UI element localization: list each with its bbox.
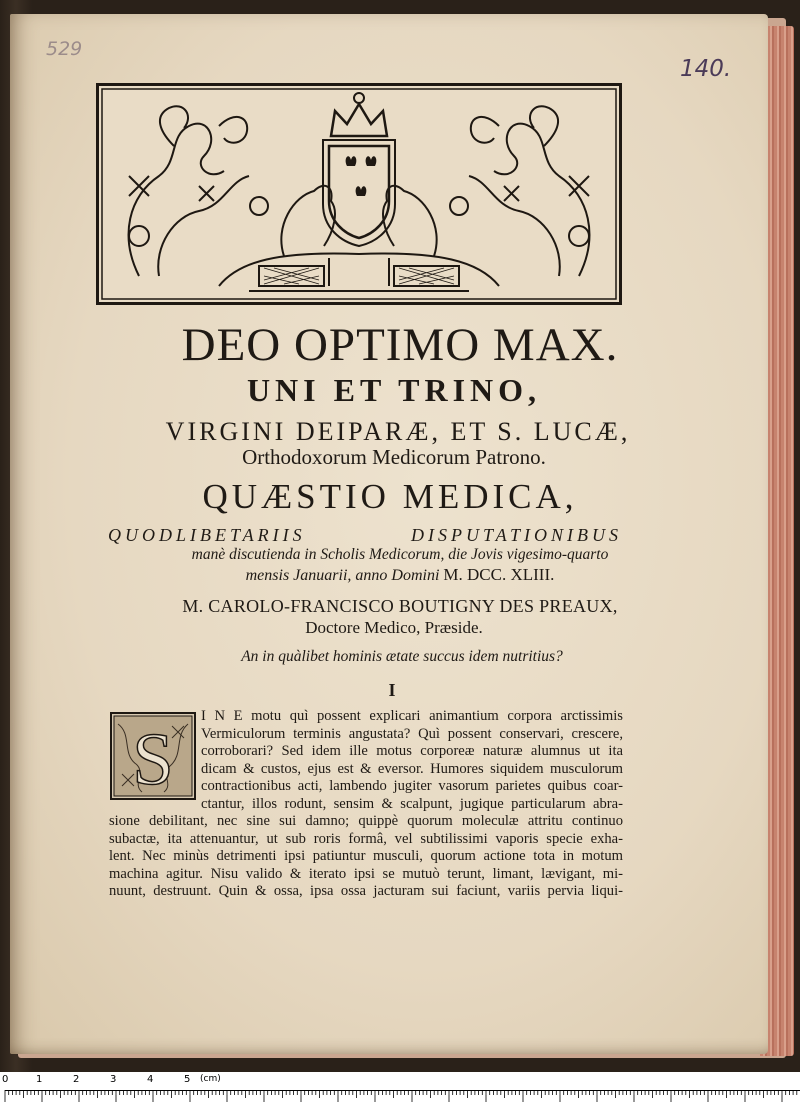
ruler-label: 4: [147, 1074, 154, 1085]
ruler-label: 5: [184, 1074, 191, 1085]
ruler-label: 1: [36, 1074, 43, 1085]
date-year: M. DCC. XLIII.: [443, 565, 555, 584]
folio-note-right: 140.: [680, 56, 732, 82]
ruler-unit: (cm): [200, 1074, 221, 1084]
dedication-line-4: Orthodoxorum Medicorum Patrono.: [242, 445, 546, 469]
body-paragraph-full: [109, 813, 623, 901]
dedication-line-2: UNI ET TRINO,: [246, 372, 542, 408]
praeses-title: Doctore Medico, Præside.: [305, 618, 483, 637]
drop-cap-letter: S: [132, 719, 174, 798]
text-line: corroborari? Sed idem ille motus corporeæ naturæ alumnus ut ita: [201, 743, 623, 760]
disputation-venue: manè discutienda in Scholis Medicorum, die Jovis vigesimo-quarto: [191, 546, 609, 563]
scale-ruler: [0, 1072, 800, 1112]
text-line: dicam & custos, ejus est & eversor. Humores siquidem musculorum: [201, 760, 623, 777]
text-line: contractionibus acti, lambendo jugiter vasorum parietes quibus coar-: [201, 778, 623, 795]
drop-cap: [110, 712, 196, 800]
text-line: lent. Nec minùs detrimenti ipsi patiuntur musculi, quorum actione tota in motum: [109, 848, 623, 865]
thesis-question: An in quàlibet hominis ætate succus idem nutritius?: [241, 648, 563, 665]
disputation-line: QUODLIBETARIIS DISPUTATIONIBUS: [108, 525, 622, 545]
text-line: machina agitur. Nisu valido & iterato ipsi se mutuò terunt, limant, lævigant, mi-: [109, 865, 623, 882]
section-number: I: [388, 680, 396, 700]
ruler-ticks: [0, 1090, 800, 1110]
text-line: I N E motu quì possent explicari animantium corpora arctissimis: [201, 708, 623, 724]
ruler-label: 0: [2, 1074, 9, 1085]
dedication-line-1: DEO OPTIMO MAX.: [181, 319, 619, 371]
text-line: Vermiculorum terminis angustata? Quì possent conservari, crescere,: [201, 725, 623, 742]
ruler-label: 3: [110, 1074, 117, 1085]
drop-cap-ornament-icon: [112, 714, 194, 798]
praeses-name: M. CAROLO-FRANCISCO BOUTIGNY DES PREAUX,: [182, 596, 618, 616]
folio-note-left: 529: [46, 38, 83, 60]
disputation-date: [0, 565, 800, 585]
date-text: mensis Januarii, anno Domini: [245, 567, 444, 584]
thesis-title: QUÆSTIO MEDICA,: [202, 477, 578, 516]
text-line: nuunt, destruunt. Quin & ossa, ipsa ossa jacturam sui faciunt, variis pervia liqui-: [109, 883, 623, 900]
ruler-label: 2: [73, 1074, 80, 1085]
text-line: sione debilitant, nec sine sui damno; quippè quorum moleculæ attritu continuo: [109, 813, 623, 829]
text-line: ctantur, illos rodunt, sensim & scalpunt, jugique particularum abra-: [201, 795, 623, 812]
body-paragraph-indented: [201, 708, 623, 814]
headpiece-ornament: [96, 83, 622, 305]
royal-arms-icon: [99, 86, 619, 302]
text-line: subactæ, ita attenuantur, ut sub roris formâ, vel subtilissimi vaporis specie exha-: [109, 830, 623, 847]
dedication-line-3: VIRGINI DEIPARÆ, ET S. LUCÆ,: [165, 417, 631, 446]
